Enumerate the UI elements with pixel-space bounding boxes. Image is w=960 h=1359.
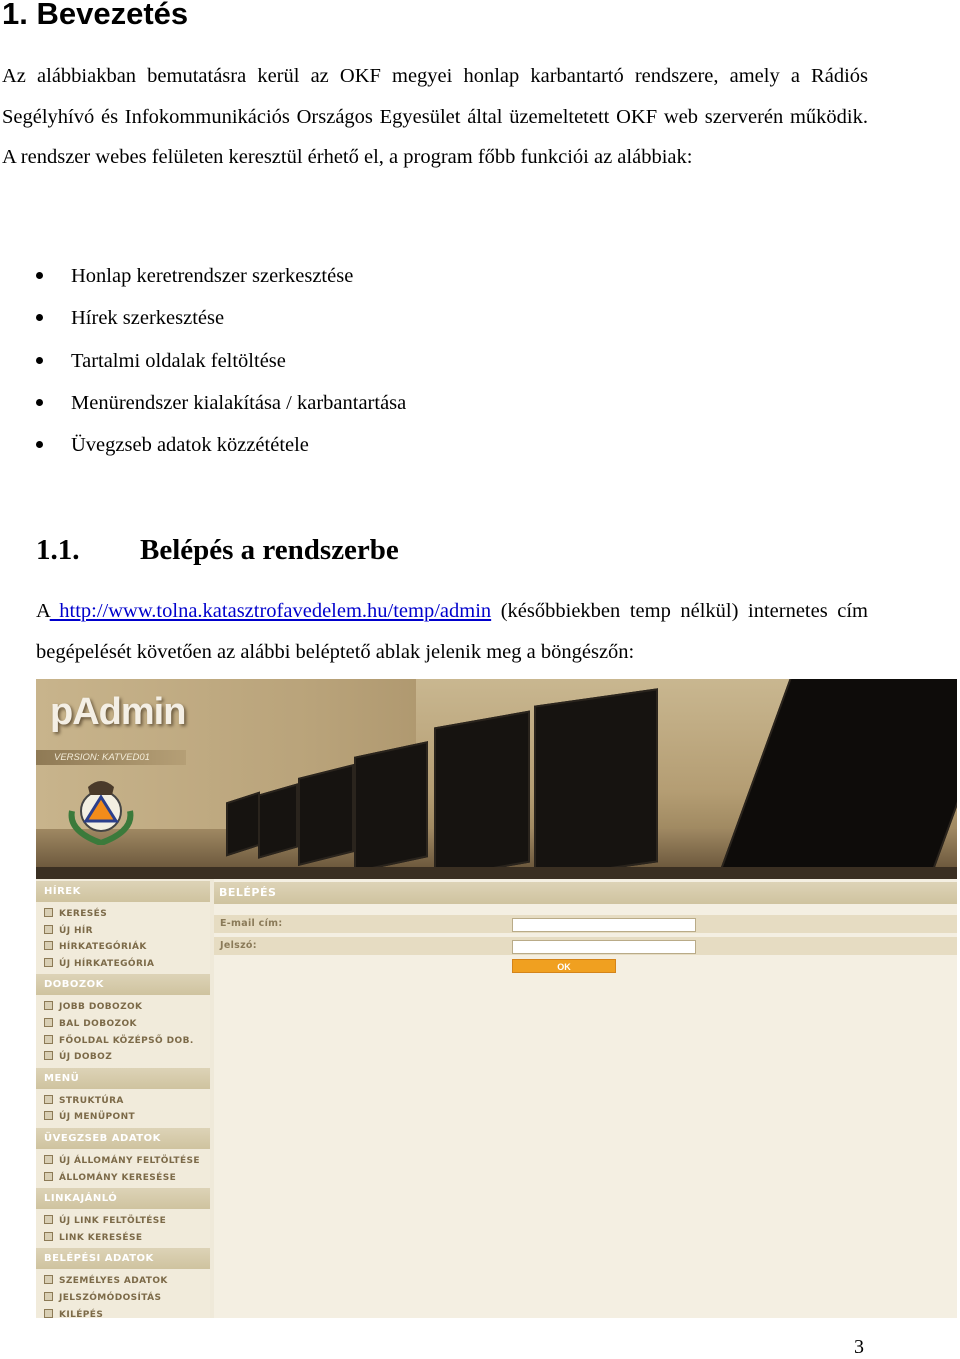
version-label: VERSION: KATVED01	[36, 750, 186, 765]
padmin-sidebar	[36, 879, 210, 1318]
padmin-banner	[36, 679, 957, 867]
list-item: Honlap keretrendszer szerkesztése	[0, 257, 900, 299]
padmin-logo: pAdmin	[50, 691, 186, 733]
sidebar-header-menu: MENÜ	[36, 1068, 210, 1089]
bullet-icon	[36, 314, 43, 321]
list-item: Menürendszer kialakítása / karbantartása	[0, 384, 900, 426]
checkbox-icon	[44, 908, 53, 917]
sidebar-header-dobozok: DOBOZOK	[36, 974, 210, 995]
email-label: E-mail cím:	[214, 915, 957, 933]
section-title: 1. Bevezetés	[2, 0, 189, 31]
checkbox-icon	[44, 1292, 53, 1301]
login-title: BELÉPÉS	[214, 882, 957, 904]
checkbox-icon	[44, 1035, 53, 1044]
sidebar-item-uj-hir[interactable]: ÚJ HÍR	[36, 923, 210, 940]
checkbox-icon	[44, 1155, 53, 1164]
sidebar-item-struktura[interactable]: STRUKTÚRA	[36, 1093, 210, 1110]
bullet-icon	[36, 357, 43, 364]
checkbox-icon	[44, 1018, 53, 1027]
sidebar-header-linkajanlo: LINKAJÁNLÓ	[36, 1188, 210, 1209]
checkbox-icon	[44, 1111, 53, 1120]
checkbox-icon	[44, 1275, 53, 1284]
sidebar-item-uj-link[interactable]: ÚJ LINK FELTÖLTÉSE	[36, 1213, 210, 1230]
bullet-icon	[36, 441, 43, 448]
sidebar-header-uvegzseb: ÜVEGZSEB ADATOK	[36, 1128, 210, 1149]
sidebar-item-jobb-dobozok[interactable]: JOBB DOBOZOK	[36, 999, 210, 1016]
password-label: Jelszó:	[214, 937, 957, 955]
list-item: Hírek szerkesztése	[0, 299, 900, 341]
checkbox-icon	[44, 1232, 53, 1241]
sidebar-item-fooldal-kozepso[interactable]: FŐOLDAL KÖZÉPSŐ DOB.	[36, 1033, 210, 1050]
list-item: Üvegzseb adatok közzététele	[0, 426, 900, 468]
checkbox-icon	[44, 1172, 53, 1181]
checkbox-icon	[44, 958, 53, 967]
sidebar-item-uj-hirkategoria[interactable]: ÚJ HÍRKATEGÓRIA	[36, 956, 210, 973]
intro-paragraph: Az alábbiakban bemutatásra kerül az OKF megyei honlap karbantartó rendszere, amely a Rádiós Segélyhívó és Infokommunikációs Országos Egyesület által üzemeltetett OKF web szerverén működik. A rendszer webes felületen keresztül érhető el, a program főbb funkciói az alábbiak:	[2, 65, 868, 168]
subsection-number: 1.1.	[36, 534, 80, 566]
padmin-login-panel	[214, 879, 957, 1318]
padmin-login-screenshot	[36, 679, 957, 1318]
sidebar-item-szemelyes-adatok[interactable]: SZEMÉLYES ADATOK	[36, 1273, 210, 1290]
checkbox-icon	[44, 941, 53, 950]
bullet-icon	[36, 272, 43, 279]
sidebar-item-bal-dobozok[interactable]: BAL DOBOZOK	[36, 1016, 210, 1033]
subsection-title: Belépés a rendszerbe	[140, 534, 399, 566]
fire-service-emblem-icon	[64, 771, 138, 845]
sidebar-item-kereses[interactable]: KERESÉS	[36, 906, 210, 923]
function-list	[0, 257, 900, 468]
checkbox-icon	[44, 1001, 53, 1010]
checkbox-icon	[44, 1309, 53, 1318]
admin-url-link[interactable]: http://www.tolna.katasztrofavedelem.hu/temp/admin	[49, 600, 492, 622]
sidebar-item-hirkategoriak[interactable]: HÍRKATEGÓRIÁK	[36, 939, 210, 956]
sidebar-item-uj-doboz[interactable]: ÚJ DOBOZ	[36, 1049, 210, 1066]
password-field[interactable]	[512, 940, 696, 954]
sidebar-item-uj-menupont[interactable]: ÚJ MENÜPONT	[36, 1109, 210, 1126]
list-item: Tartalmi oldalak feltöltése	[0, 342, 900, 384]
sidebar-item-allomany-kereses[interactable]: ÁLLOMÁNY KERESÉSE	[36, 1170, 210, 1187]
page-number: 3	[854, 1336, 864, 1358]
sidebar-item-uj-allomany[interactable]: ÚJ ÁLLOMÁNY FELTÖLTÉSE	[36, 1153, 210, 1170]
bullet-icon	[36, 399, 43, 406]
sidebar-item-link-kereses[interactable]: LINK KERESÉSE	[36, 1230, 210, 1247]
checkbox-icon	[44, 1095, 53, 1104]
sidebar-header-hirek: HÍREK	[36, 881, 210, 902]
sidebar-item-kilepes[interactable]: KILÉPÉS	[36, 1307, 210, 1319]
ok-button[interactable]: OK	[512, 959, 616, 973]
checkbox-icon	[44, 1051, 53, 1060]
checkbox-icon	[44, 1215, 53, 1224]
checkbox-icon	[44, 925, 53, 934]
sidebar-header-belepesi-adatok: BELÉPÉSI ADATOK	[36, 1248, 210, 1269]
email-field[interactable]	[512, 918, 696, 932]
login-paragraph: A http://www.tolna.katasztrofavedelem.hu/temp/admin (későbbiekben temp nélkül) internetes cím begépelését követően az alábbi beléptető ablak jelenik meg a böngészőn:	[36, 600, 868, 663]
sidebar-item-jelszomodositas[interactable]: JELSZÓMÓDOSÍTÁS	[36, 1290, 210, 1307]
subsection-heading	[36, 534, 399, 567]
